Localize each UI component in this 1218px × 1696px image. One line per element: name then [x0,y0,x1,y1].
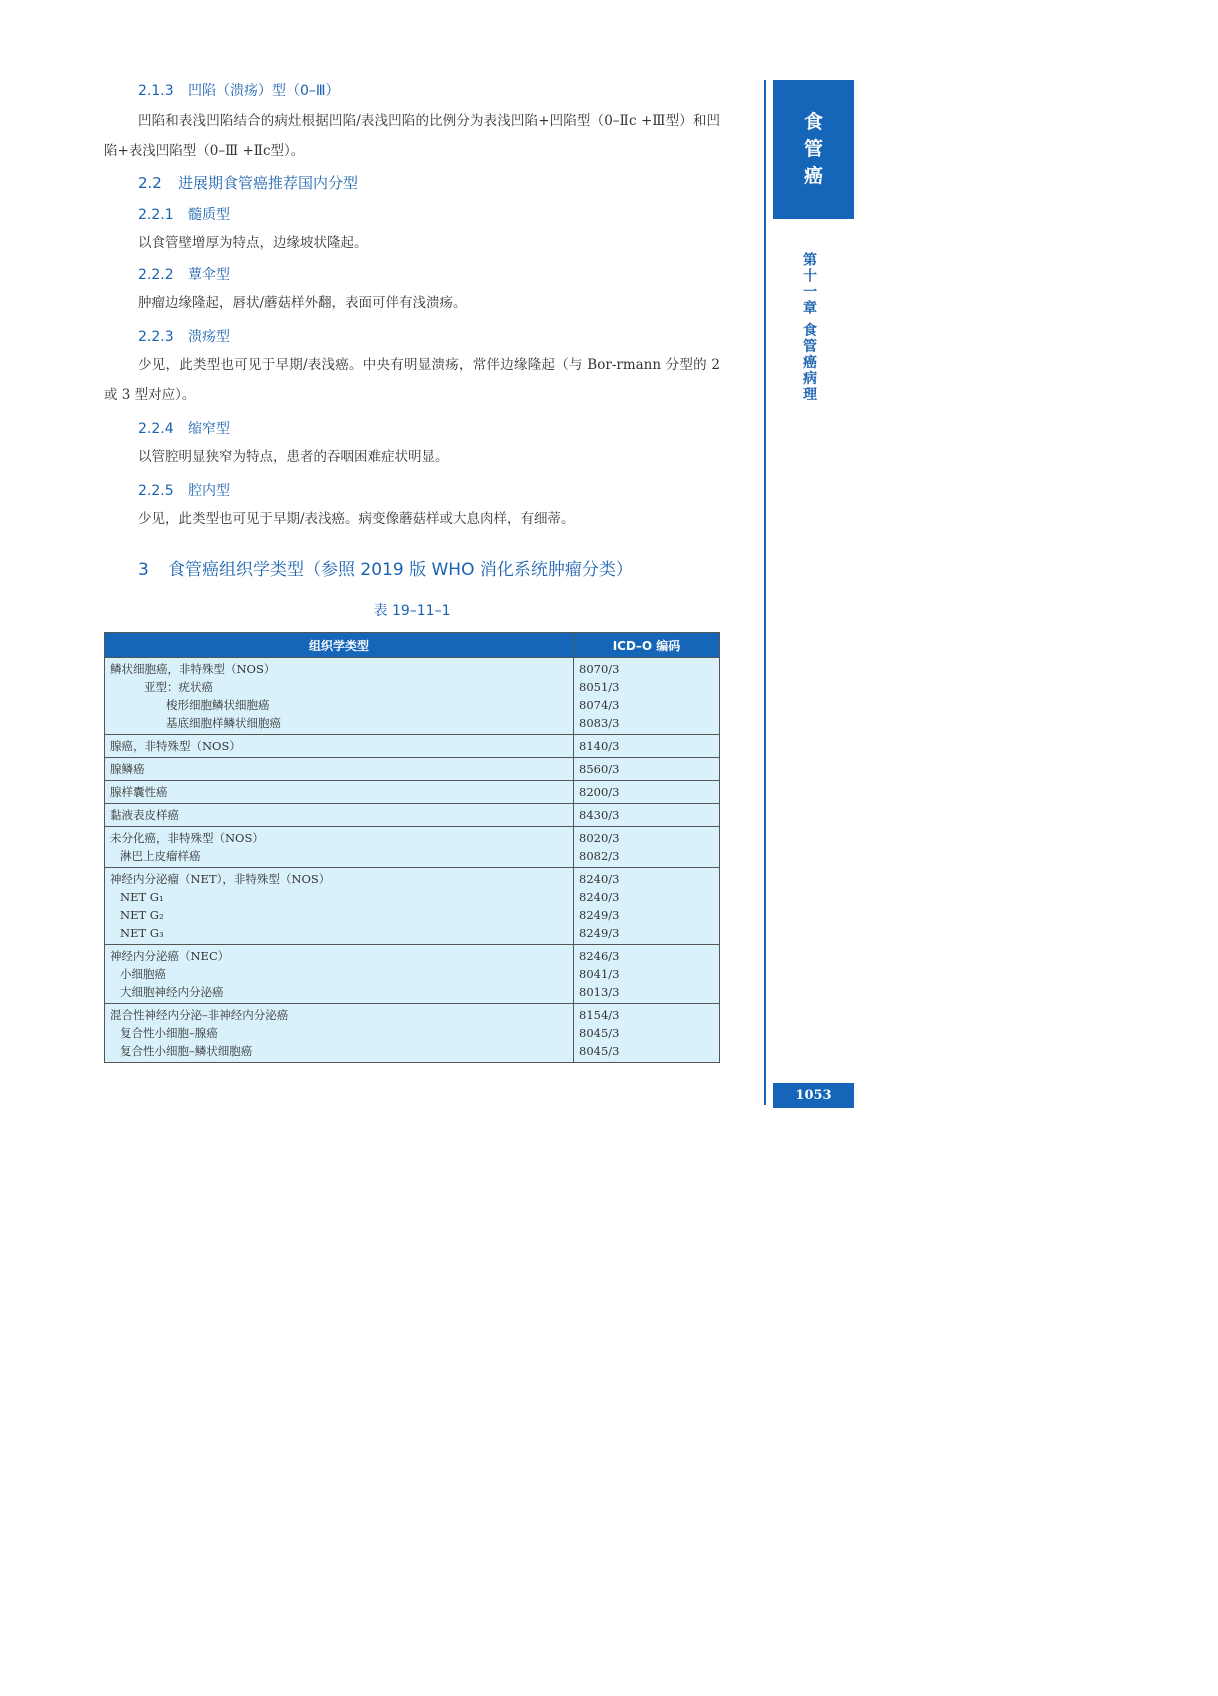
icd-o-code-cell [574,827,720,868]
histology-subtype: NET G₂ [120,908,164,922]
histology-subtype: 复合性小细胞–腺癌 [120,1026,218,1040]
heading-number: 2.2 [138,174,162,192]
heading-title: 髓质型 [188,207,230,223]
table-row [105,868,720,945]
heading-title: 凹陷（溃疡）型（0–Ⅲ） [188,83,340,99]
paragraph-2-2-2: 肿瘤边缘隆起，唇状/蘑菇样外翻，表面可伴有浅溃疡。 [138,295,467,311]
icd-o-code-cell [574,658,720,735]
histology-type-cell [105,945,574,1004]
icd-o-code: 8154/3 [579,1008,620,1022]
histology-type: 腺癌，非特殊型（NOS） [110,739,241,753]
icd-o-code-cell [574,735,720,758]
heading-number: 2.2.4 [138,421,174,437]
histology-subtype: 淋巴上皮瘤样癌 [120,849,201,863]
histology-type-cell [105,758,574,781]
heading-2-2-1 [138,204,230,224]
histology-type-cell [105,658,574,735]
heading-number: 3 [138,560,149,580]
table-row [105,781,720,804]
heading-title: 蕈伞型 [188,267,230,283]
histology-type: 腺样囊性癌 [110,785,168,799]
icd-o-code: 8083/3 [579,716,620,730]
histology-subtype: 复合性小细胞–鳞状细胞癌 [120,1044,253,1058]
icd-o-code: 8013/3 [579,985,620,999]
heading-2-2-3 [138,326,230,346]
icd-o-code-cell [574,781,720,804]
icd-o-code: 8246/3 [579,949,620,963]
icd-o-code: 8430/3 [579,808,620,822]
table-body [105,658,720,1063]
icd-o-code: 8560/3 [579,762,620,776]
heading-2-2-4 [138,418,230,438]
histology-type: 神经内分泌癌（NEC） [110,949,230,963]
icd-o-code: 8045/3 [579,1044,620,1058]
histology-type-cell [105,827,574,868]
heading-title: 缩窄型 [188,421,230,437]
icd-o-code: 8074/3 [579,698,620,712]
icd-o-code-cell [574,1004,720,1063]
heading-number: 2.2.3 [138,329,174,345]
page-number: 1053 [773,1083,854,1108]
histology-type: 黏液表皮样癌 [110,808,179,822]
table-row [105,735,720,758]
icd-o-code: 8041/3 [579,967,620,981]
icd-o-code: 8240/3 [579,890,620,904]
heading-2-1-3 [138,80,340,100]
icd-o-code: 8240/3 [579,872,620,886]
chapter-tab [773,80,854,219]
table-row [105,945,720,1004]
icd-o-code: 8249/3 [579,908,620,922]
histology-type-cell [105,1004,574,1063]
sidebar-divider [764,80,766,1105]
paragraph-2-2-1: 以食管壁增厚为特点，边缘坡状隆起。 [138,235,368,251]
heading-number: 2.2.5 [138,483,174,499]
icd-o-code: 8249/3 [579,926,620,940]
icd-o-code: 8070/3 [579,662,620,676]
histology-type: 鳞状细胞癌，非特殊型（NOS） [110,662,276,676]
histology-type-cell [105,781,574,804]
header-icd-o-code: ICD–O 编码 [574,633,720,658]
table-header-row [105,633,720,658]
histology-type: 腺鳞癌 [110,762,145,776]
paragraph-2-1-3: 凹陷和表浅凹陷结合的病灶根据凹陷/表浅凹陷的比例分为表浅凹陷+凹陷型（0–Ⅱc +Ⅲ型）和凹陷+表浅凹陷型（0–Ⅲ +Ⅱc型）。 [104,113,720,159]
histology-type: 混合性神经内分泌–非神经内分泌癌 [110,1008,289,1022]
heading-2-2-5 [138,480,230,500]
histology-subtype: 大细胞神经内分泌癌 [120,985,224,999]
icd-o-code-cell [574,758,720,781]
heading-3 [138,555,633,580]
table-row [105,827,720,868]
header-histology-type: 组织学类型 [105,633,574,658]
table-row [105,804,720,827]
histology-type: 神经内分泌瘤（NET），非特殊型（NOS） [110,872,331,886]
histology-subtype: 基底细胞样鳞状细胞癌 [166,716,281,730]
histology-subtype: NET G₁ [120,890,164,904]
icd-o-code: 8020/3 [579,831,620,845]
icd-o-code: 8045/3 [579,1026,620,1040]
chapter-tab-char: 管 [803,138,823,160]
table-row [105,758,720,781]
icd-o-code-cell [574,868,720,945]
heading-title: 溃疡型 [188,329,230,345]
histology-type-cell [105,804,574,827]
icd-o-code: 8140/3 [579,739,620,753]
chapter-tab-char: 食 [803,111,823,133]
histology-table [104,632,720,1063]
heading-2-2-2 [138,264,230,284]
paragraph-2-2-5: 少见，此类型也可见于早期/表浅癌。病变像蘑菇样或大息肉样，有细蒂。 [138,511,575,527]
heading-title: 进展期食管癌推荐国内分型 [178,174,359,192]
heading-number: 2.1.3 [138,83,174,99]
table-row [105,1004,720,1063]
icd-o-code: 8082/3 [579,849,620,863]
heading-2-2 [138,172,358,193]
icd-o-code-cell [574,945,720,1004]
heading-number: 2.2.2 [138,267,174,283]
heading-title: 腔内型 [188,483,230,499]
heading-title: 食管癌组织学类型（参照 2019 版 WHO 消化系统肿瘤分类） [168,560,633,580]
paragraph-2-2-4: 以管腔明显狭窄为特点，患者的吞咽困难症状明显。 [138,449,449,465]
icd-o-code-cell [574,804,720,827]
paragraph-2-2-3: 少见，此类型也可见于早期/表浅癌。中央有明显溃疡，常伴边缘隆起（与 Bor-rmann 分型的 2 或 3 型对应）。 [104,357,720,403]
table-caption: 表 19–11–1 [373,603,451,619]
icd-o-code: 8051/3 [579,680,620,694]
table-row [105,658,720,735]
chapter-tab-char: 癌 [803,165,823,187]
icd-o-code: 8200/3 [579,785,620,799]
histology-subtype: 亚型：疣状癌 [144,680,213,694]
histology-type-cell [105,735,574,758]
histology-subtype: 梭形细胞鳞状细胞癌 [166,698,270,712]
histology-type-cell [105,868,574,945]
heading-number: 2.2.1 [138,207,174,223]
histology-subtype: NET G₃ [120,926,164,940]
histology-type: 未分化癌，非特殊型（NOS） [110,831,264,845]
histology-subtype: 小细胞癌 [120,967,166,981]
chapter-label: 第十一章 食管癌病理 [801,252,817,403]
